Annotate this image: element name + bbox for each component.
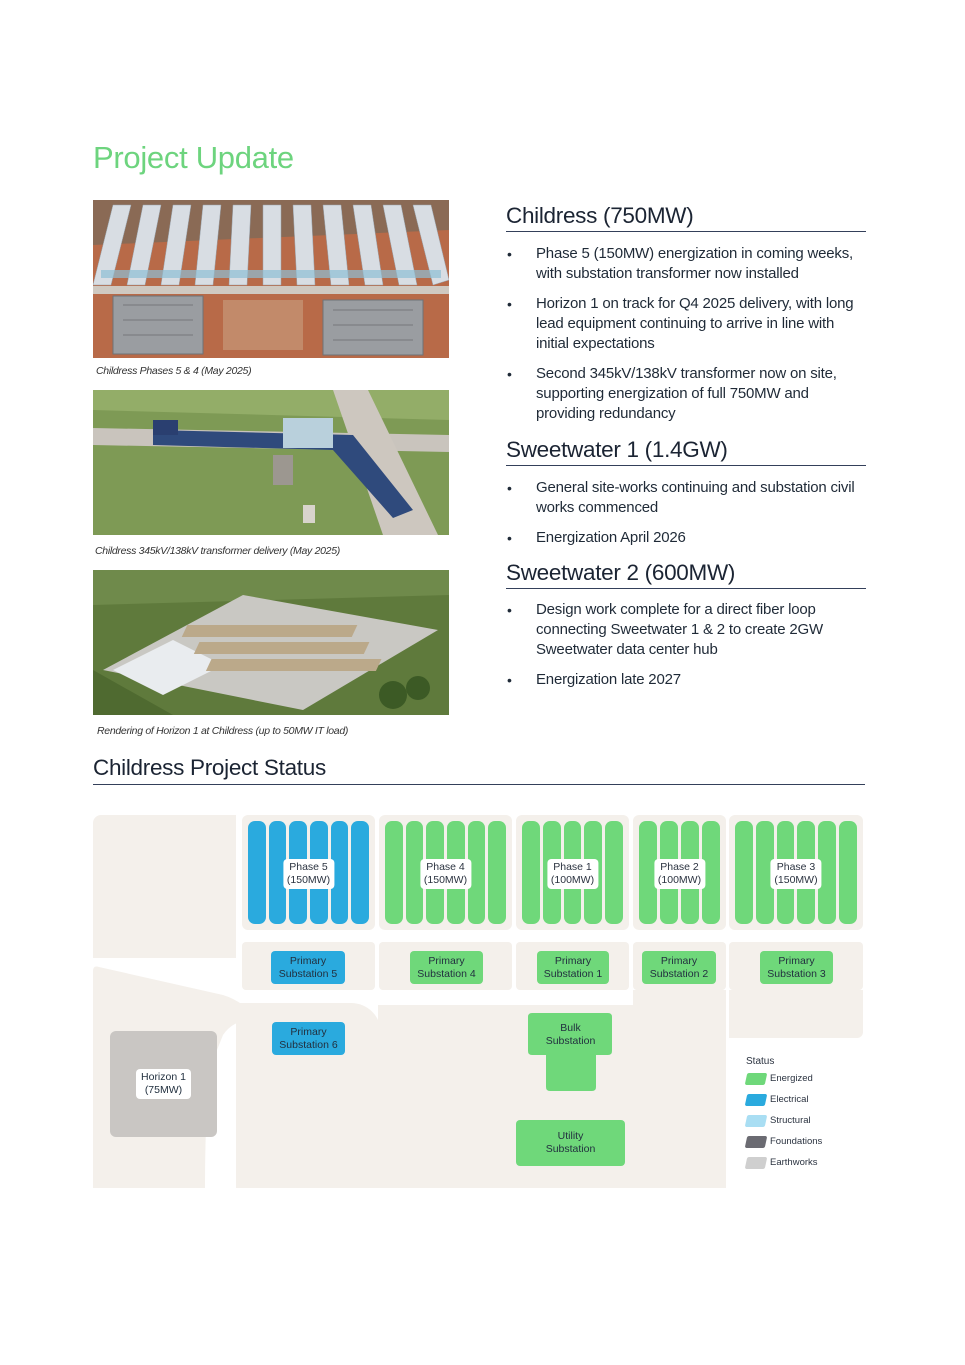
phase-capacity: (100MW) bbox=[657, 874, 702, 886]
substation-type: Primary bbox=[289, 954, 327, 967]
substation-type: Primary bbox=[554, 954, 592, 967]
legend-label: Earthworks bbox=[770, 1157, 818, 1168]
substation-name: Substation 2 bbox=[649, 967, 709, 980]
page-title: Project Update bbox=[93, 140, 294, 175]
bullet-item: • Horizon 1 on track for Q4 2025 delivery, with long lead equipment continuing to arrive in line with initial expectations bbox=[506, 294, 868, 354]
photo-caption: Childress 345kV/138kV transformer delivery (May 2025) bbox=[95, 545, 340, 557]
bullet-item: • Phase 5 (150MW) energization in coming weeks, with substation transformer now installed bbox=[506, 244, 868, 284]
legend-title: Status bbox=[746, 1056, 775, 1067]
substation-type: Primary bbox=[290, 1025, 327, 1038]
primary-substation-1 bbox=[537, 951, 609, 984]
substation-type: Bulk bbox=[560, 1022, 581, 1034]
phase-name: Phase 4 bbox=[426, 861, 465, 873]
substation-name: Substation 6 bbox=[279, 1038, 338, 1051]
phase-2-block bbox=[633, 815, 726, 930]
transformer-delivery-photo bbox=[93, 390, 449, 535]
phase-label bbox=[420, 859, 471, 889]
phase-1-block bbox=[516, 815, 629, 930]
site-lot bbox=[633, 990, 726, 1038]
horizon-1-block bbox=[110, 1031, 217, 1137]
phase-5-block bbox=[242, 815, 375, 930]
substation-name: Substation 3 bbox=[767, 967, 826, 980]
phase-capacity: (150MW) bbox=[286, 874, 331, 886]
phase-capacity: (150MW) bbox=[423, 874, 468, 886]
phase-4-block bbox=[379, 815, 512, 930]
legend-swatch-foundations bbox=[745, 1136, 768, 1148]
substation-type: Primary bbox=[778, 954, 815, 967]
substation-type: Primary bbox=[660, 954, 698, 967]
bullet-item: • General site-works continuing and substation civil works commenced bbox=[506, 478, 868, 518]
phase-label bbox=[654, 859, 705, 889]
substation-name: Substation bbox=[545, 1143, 596, 1155]
legend-swatch-structural bbox=[745, 1115, 768, 1127]
childress-bullet-list bbox=[506, 244, 868, 434]
site-lot bbox=[378, 1005, 508, 1188]
primary-substation-5 bbox=[271, 951, 345, 984]
phase-capacity: (150MW) bbox=[774, 874, 818, 886]
primary-substation-2 bbox=[642, 951, 716, 984]
bullet-item: • Energization late 2027 bbox=[506, 670, 868, 690]
primary-substation-4 bbox=[410, 951, 483, 984]
section-heading-sweetwater-2: Sweetwater 2 (600MW) bbox=[506, 560, 866, 589]
substation-type: Primary bbox=[428, 954, 465, 967]
section-heading-sweetwater-1: Sweetwater 1 (1.4GW) bbox=[506, 437, 866, 466]
site-lot bbox=[729, 990, 863, 1038]
legend-swatch-earthworks bbox=[745, 1157, 768, 1169]
bullet-item: • Energization April 2026 bbox=[506, 528, 868, 548]
horizon-capacity: (75MW) bbox=[144, 1084, 183, 1096]
horizon-rendering-image bbox=[93, 570, 449, 715]
status-section-title: Childress Project Status bbox=[93, 755, 865, 785]
aerial-photo-phases bbox=[93, 200, 449, 358]
legend-label: Energized bbox=[770, 1073, 813, 1084]
substation-name: Substation bbox=[545, 1035, 596, 1047]
site-lot bbox=[93, 815, 236, 958]
photo-caption: Childress Phases 5 & 4 (May 2025) bbox=[96, 365, 252, 377]
primary-substation-3 bbox=[760, 951, 833, 984]
phase-capacity: (100MW) bbox=[550, 874, 595, 886]
legend-label: Electrical bbox=[770, 1094, 809, 1105]
substation-name: Substation 1 bbox=[543, 967, 603, 980]
substation-name: Substation 4 bbox=[417, 967, 476, 980]
bullet-item: • Second 345kV/138kV transformer now on site, supporting energization of full 750MW and providing redundancy bbox=[506, 364, 868, 424]
legend-swatch-energized bbox=[745, 1073, 768, 1085]
phase-name: Phase 1 bbox=[553, 861, 592, 873]
horizon-1-label bbox=[136, 1069, 191, 1099]
primary-substation-6 bbox=[272, 1022, 345, 1055]
phase-name: Phase 2 bbox=[660, 861, 699, 873]
phase-label bbox=[547, 859, 598, 889]
section-heading-childress: Childress (750MW) bbox=[506, 203, 866, 232]
phase-name: Phase 5 bbox=[289, 861, 328, 873]
utility-substation bbox=[516, 1120, 625, 1166]
bulk-substation-label bbox=[528, 1020, 613, 1050]
phase-3-block bbox=[729, 815, 863, 930]
legend-label: Structural bbox=[770, 1115, 811, 1126]
legend-label: Foundations bbox=[770, 1136, 823, 1147]
horizon-name: Horizon 1 bbox=[141, 1071, 186, 1083]
sweetwater-2-bullet-list bbox=[506, 600, 868, 700]
phase-label bbox=[283, 859, 334, 889]
substation-type: Utility bbox=[557, 1130, 584, 1142]
substation-name: Substation 5 bbox=[278, 967, 338, 980]
phase-label bbox=[770, 859, 821, 889]
bullet-item: • Design work complete for a direct fiber loop connecting Sweetwater 1 & 2 to create 2GW Sweetwater data center hub bbox=[506, 600, 868, 660]
phase-name: Phase 3 bbox=[776, 861, 816, 873]
sweetwater-1-bullet-list bbox=[506, 478, 868, 558]
photo-caption: Rendering of Horizon 1 at Childress (up to 50MW IT load) bbox=[97, 725, 349, 737]
legend-swatch-electrical bbox=[745, 1094, 768, 1106]
